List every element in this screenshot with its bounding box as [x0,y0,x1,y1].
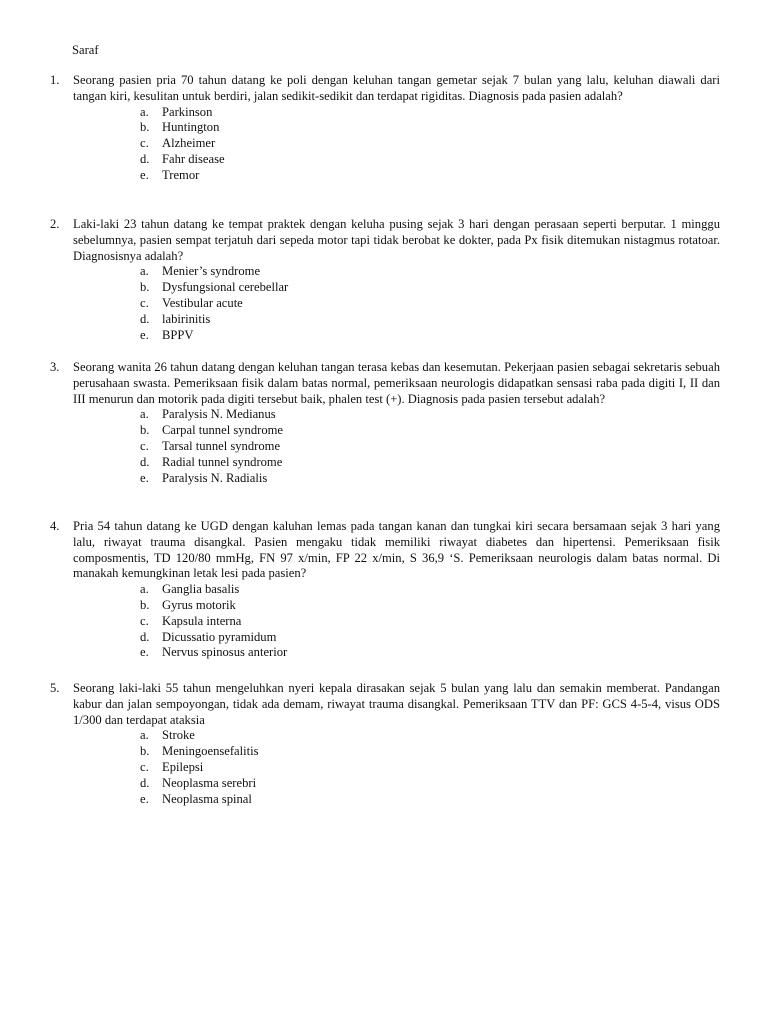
option-item [50,582,720,598]
option-letter: b. [140,120,150,135]
option-text: Paralysis N. Medianus [162,407,276,422]
option-item [50,296,720,312]
option-item [50,407,720,423]
question-2 [50,217,720,343]
option-text: Menier’s syndrome [162,264,261,279]
question-text: Seorang laki-laki 55 tahun mengeluhkan nyeri kepala dirasakan sejak 5 bulan yang lalu dan semakin memberat. Pandangan kabur dan jalan sempoyongan, tidak ada demam, riwayat trauma disangkal. Pemeriksaan TTV dan PF: GCS 4-5-4, visus ODS 1/300 dan terdapat ataksia [73,681,720,727]
option-item [50,728,720,744]
option-text: Tarsal tunnel syndrome [162,438,281,453]
option-text: labirinitis [162,311,211,326]
option-list [50,582,720,661]
option-text: Kapsula interna [162,613,242,628]
option-letter: d. [140,311,150,326]
question-text: Laki-laki 23 tahun datang ke tempat praktek dengan keluha pusing sejak 3 hari dengan perasaan seperti berputar. 1 minggu sebelumnya, pasien sempat terjatuh dari sepeda motor tapi tidak berobat ke dokter, pada Px fisik ditemukan nistagmus rotatoar. Diagnosisnya adalah? [73,217,720,263]
question-number: 2. [50,217,60,231]
option-text: Neoplasma spinal [162,791,252,806]
question-5 [50,681,720,807]
option-item [50,598,720,614]
option-text: Neoplasma serebri [162,775,257,790]
option-letter: c. [140,613,149,628]
option-text: Paralysis N. Radialis [162,470,268,485]
option-letter: b. [140,744,150,759]
option-list [50,105,720,184]
question-3 [50,360,720,486]
option-text: Radial tunnel syndrome [162,454,283,469]
option-letter: c. [140,295,149,310]
option-item [50,280,720,296]
option-letter: e. [140,791,149,806]
option-item [50,760,720,776]
question-number: 4. [50,519,60,533]
option-item [50,630,720,646]
option-letter: a. [140,264,149,279]
option-item [50,312,720,328]
option-text: BPPV [162,327,194,342]
option-item [50,645,720,661]
question-number: 1. [50,73,60,87]
option-item [50,471,720,487]
option-text: Parkinson [162,104,213,119]
option-item [50,423,720,439]
question-number: 5. [50,681,60,695]
option-item [50,792,720,808]
option-item [50,328,720,344]
option-text: Tremor [162,167,200,182]
option-list [50,407,720,486]
question-text: Pria 54 tahun datang ke UGD dengan kaluhan lemas pada tangan kanan dan tungkai kiri secara bersamaan sejak 3 hari yang lalu, riwayat trauma disangkal. Pasien mengaku tidak memiliki riwayat diabetes dan hipertensi. Pemeriksaan fisik composmentis, TD 120/80 mmHg, FN 97 x/min, FP 22 x/min, S 36,9 ‘S. Pemeriksaan neurologis dalam batas normal. Di manakah kemungkinan letak lesi pada pasien? [73,519,720,581]
option-letter: a. [140,104,149,119]
option-text: Stroke [162,728,195,743]
option-item [50,439,720,455]
option-letter: b. [140,423,150,438]
option-letter: d. [140,454,150,469]
option-text: Alzheimer [162,136,216,151]
option-text: Dysfungsional cerebellar [162,280,289,295]
question-text: Seorang wanita 26 tahun datang dengan keluhan tangan terasa kebas dan kesemutan. Pekerjaan pasien sebagai sekretaris sebuah perusahaan swasta. Pemeriksaan fisik dalam batas normal, pemeriksaan neurologis didapatkan sensasi raba pada digiti I, II dan III menurun dan motorik pada digiti tersebut baik, phalen test (+). Diagnosis pada pasien tersebut adalah? [73,360,720,406]
option-text: Epilepsi [162,759,204,774]
option-letter: e. [140,327,149,342]
option-letter: e. [140,167,149,182]
option-letter: b. [140,280,150,295]
option-letter: a. [140,728,149,743]
option-letter: d. [140,629,150,644]
option-list [50,728,720,807]
option-text: Dicussatio pyramidum [162,629,277,644]
option-letter: c. [140,759,149,774]
option-text: Ganglia basalis [162,582,240,597]
option-letter: a. [140,582,149,597]
option-item [50,152,720,168]
option-letter: d. [140,151,150,166]
option-text: Fahr disease [162,151,225,166]
option-letter: d. [140,775,150,790]
option-item [50,105,720,121]
option-item [50,455,720,471]
option-letter: e. [140,470,149,485]
option-letter: a. [140,407,149,422]
option-list [50,264,720,343]
option-item [50,776,720,792]
option-letter: e. [140,645,149,660]
option-text: Carpal tunnel syndrome [162,423,284,438]
option-text: Gyrus motorik [162,597,236,612]
option-item [50,168,720,184]
option-text: Nervus spinosus anterior [162,645,288,660]
option-letter: c. [140,438,149,453]
option-item [50,744,720,760]
option-text: Huntington [162,120,220,135]
question-1 [50,73,720,184]
option-text: Meningoensefalitis [162,744,259,759]
question-number: 3. [50,360,60,374]
option-letter: c. [140,136,149,151]
document-title: Saraf [72,43,99,57]
option-letter: b. [140,597,150,612]
option-item [50,136,720,152]
option-item [50,264,720,280]
question-4 [50,519,720,661]
question-text: Seorang pasien pria 70 tahun datang ke poli dengan keluhan tangan gemetar sejak 7 bulan yang lalu, keluhan diawali dari tangan kiri, kesulitan untuk berdiri, jalan sedikit-sedikit dan terdapat rigiditas. Diagnosis pada pasien adalah? [73,73,720,103]
option-text: Vestibular acute [162,295,243,310]
option-item [50,614,720,630]
option-item [50,120,720,136]
